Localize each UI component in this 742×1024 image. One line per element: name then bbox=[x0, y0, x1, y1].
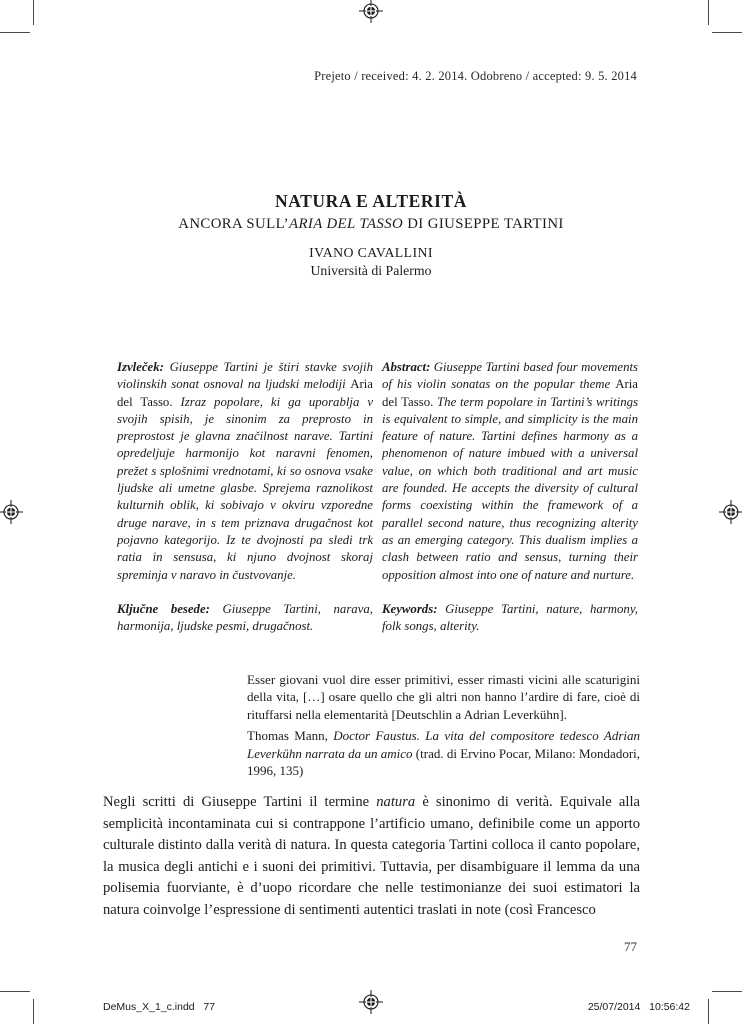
abstract-text-sl: Izraz popolare, ki ga uporablja v svojih spisih, je sinonim za preprosto in preprostost je glavna značilnost narave. Tartini opredeljuje harmonijo kot naravni fenomen, prežet s splošnimi vrednotami, ki so osnova vsake ljudske ali umetne glasbe. Sprejema raznolikost kulturnih oblik, ki sobivajo v okviru vzporedne druge narave, in s tem priznava drugačnost kot pojavno kategorijo. Iz te dvojnosti pa sledi trk ratia in sensusa, ki njuno dvojnost skoraj spreminja v naravo in čustvovanje. bbox=[117, 394, 374, 582]
epigraph-source-title: Doctor Faustus. La vita del compositore tedesco Adrian Leverkühn narrata da un amico bbox=[247, 728, 640, 761]
epigraph-source bbox=[247, 727, 640, 779]
epigraph-source-text: (trad. di Ervino Pocar, Milano: Mondadori, 1996, 135) bbox=[247, 745, 641, 779]
trim-mark-bottom-right-v bbox=[708, 999, 709, 1024]
author-affiliation: Università di Palermo bbox=[310, 263, 432, 278]
article-title: NATURA E ALTERITÀ bbox=[274, 191, 468, 211]
footer-datetime: 25/07/2014 10:56:42 bbox=[587, 1001, 690, 1013]
abstract-roman-sl: Aria del Tasso. bbox=[117, 377, 373, 409]
author-name: IVANO CAVALLINI bbox=[309, 245, 433, 260]
author-block bbox=[103, 245, 639, 279]
abstract-english-column bbox=[382, 359, 638, 635]
keywords-label-sl: Ključne besede: bbox=[117, 601, 223, 616]
body-paragraph bbox=[103, 792, 640, 922]
subtitle-italic-text: ARIA DEL TASSO bbox=[289, 216, 404, 232]
registration-crosshair-icon bbox=[0, 500, 23, 524]
abstract-text-en: Giuseppe Tartini based four movements of his violin sonatas on the popular theme bbox=[382, 360, 639, 392]
abstract-text-sl: Giuseppe Tartini je štiri stavke svojih violinskih sonat osnoval na ljudski melodiji bbox=[117, 360, 373, 392]
article-heading bbox=[103, 191, 639, 233]
keywords-label-en: Keywords: bbox=[382, 601, 446, 616]
footer-file-info: DeMus_X_1_c.indd 77 bbox=[103, 1001, 216, 1013]
keywords-text-en: Giuseppe Tartini, nature, harmony, folk songs, alterity. bbox=[382, 601, 638, 634]
received-accepted-line: Prejeto / received: 4. 2. 2014. Odobreno / accepted: 9. 5. 2014 bbox=[314, 69, 637, 83]
registration-crosshair-icon bbox=[359, 0, 383, 23]
page-number: 77 bbox=[624, 939, 637, 954]
registration-crosshair-icon bbox=[719, 500, 742, 524]
body-text: è sinonimo di verità. Equivale alla semplicità incontaminata cui si contrappone l’artificio umano, definibile come un apporto culturale distinto dalla verità di natura. In questa categoria Tartini colloca il canto popolare, la musica degli antichi e i suoni dei primitivi. Tuttavia, per disambiguare il lemma da una polisemia fuorviante, è d’uopo ricordare che nelle testimonianze dei suoi estimatori la natura coinvolge l’espressione di sentimenti autentici traslati in note (così Francesco bbox=[103, 794, 640, 918]
body-italic-term: natura bbox=[376, 794, 416, 810]
trim-mark-bottom-left-v bbox=[33, 999, 34, 1024]
article-subtitle bbox=[103, 216, 639, 233]
epigraph bbox=[247, 671, 640, 779]
trim-mark-top-right-h bbox=[712, 32, 742, 33]
abstract-slovenian-column bbox=[117, 359, 373, 635]
epigraph-source-text: Thomas Mann, bbox=[247, 728, 334, 744]
body-text: Negli scritti di Giuseppe Tartini il termine bbox=[103, 794, 377, 810]
trim-mark-bottom-left-h bbox=[0, 991, 30, 992]
registration-crosshair-icon bbox=[359, 990, 383, 1014]
subtitle-text: ANCORA SULL’ bbox=[178, 216, 289, 232]
keywords-english bbox=[382, 601, 638, 636]
abstract-text-en: The term popolare in Tartini’s writings is equivalent to simple, and simplicity is the main feature of nature. Tartini defines harmony as a phenomenon of nature imbued with a universal value, on which both traditional and art music are founded. He accepts the diversity of cultural forms coexisting within the framework of a parallel second nature, thus recognizing alterity as an emerging category. This dualism implies a clash between ratio and sensus, turning their opposition almost into one of nature and nurture. bbox=[382, 394, 638, 582]
abstracts-section bbox=[117, 359, 638, 635]
trim-mark-bottom-right-h bbox=[712, 991, 742, 992]
abstract-label-en: Abstract: bbox=[382, 360, 434, 374]
abstract-english bbox=[382, 359, 638, 584]
abstract-roman-en: Aria del Tasso. bbox=[382, 377, 638, 409]
keywords-text-sl: Giuseppe Tartini, narava, harmonija, ljudske pesmi, drugačnost. bbox=[117, 601, 373, 634]
trim-mark-top-left-h bbox=[0, 32, 30, 33]
epigraph-quote: Esser giovani vuol dire esser primitivi, esser rimasti vicini alle scaturigini della vita, […] osare quello che gli altri non hanno l’ardire di fare, cioè di rituffarsi nella elementarità [Deutschlin a Adrian Leverkühn]. bbox=[247, 672, 640, 722]
abstract-label-sl: Izvleček: bbox=[117, 360, 170, 374]
trim-mark-top-left-v bbox=[33, 0, 34, 25]
keywords-slovenian bbox=[117, 601, 373, 636]
subtitle-text: DI GIUSEPPE TARTINI bbox=[403, 216, 564, 232]
trim-mark-top-right-v bbox=[708, 0, 709, 25]
abstract-slovenian bbox=[117, 359, 373, 584]
